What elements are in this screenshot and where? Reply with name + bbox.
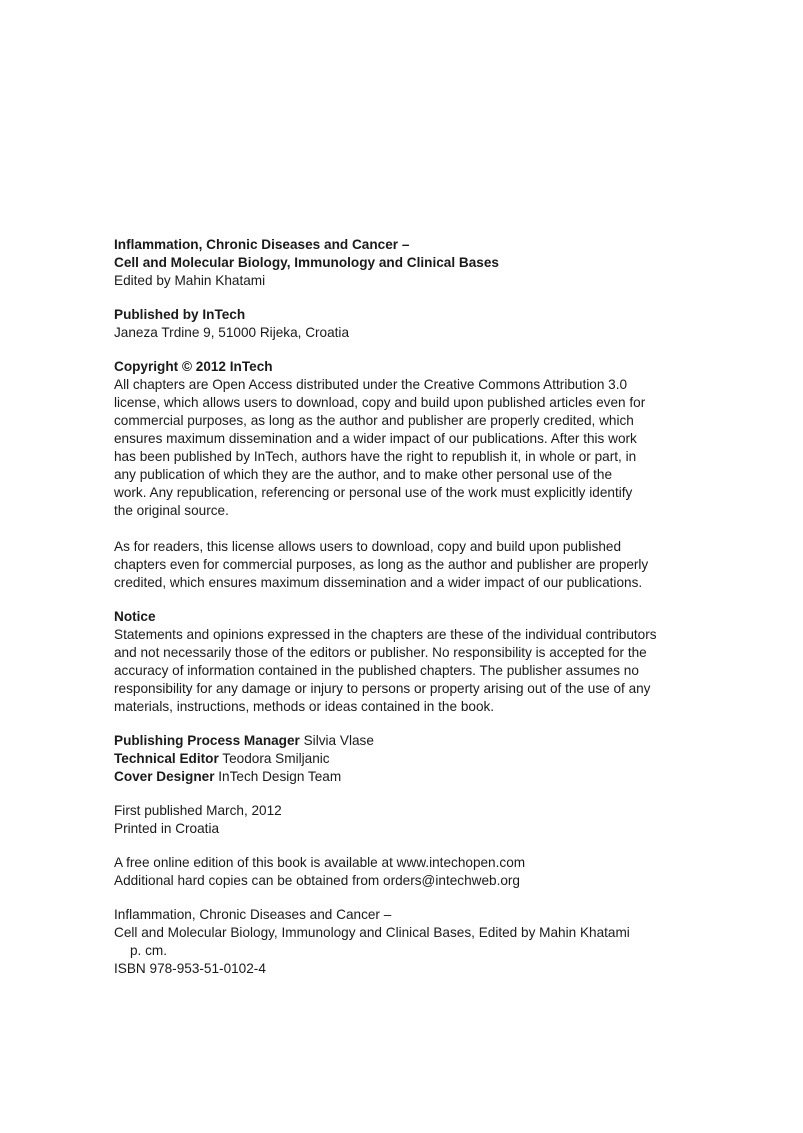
copyright-text-line: work. Any republication, referencing or personal use of the work must explicitly identify xyxy=(114,485,633,500)
credit-cover-label: Cover Designer xyxy=(114,769,215,784)
book-title-line-2: Cell and Molecular Biology, Immunology and Clinical Bases xyxy=(114,255,499,270)
credit-tech-editor xyxy=(114,750,714,768)
copyright-heading: Copyright © 2012 InTech xyxy=(114,359,273,374)
credit-manager xyxy=(114,732,714,750)
copyright-page xyxy=(114,236,714,978)
copyright-text-line: commercial purposes, as long as the author and publisher are properly credited, which xyxy=(114,413,634,428)
credit-cover-name: InTech Design Team xyxy=(214,769,342,784)
credit-tech-name: Teodora Smiljanic xyxy=(218,751,330,766)
copyright-block xyxy=(114,358,714,520)
notice-text-line: and not necessarily those of the editors or publisher. No responsibility is accepted for the xyxy=(114,645,647,660)
credit-manager-label: Publishing Process Manager xyxy=(114,733,300,748)
publisher-address: Janeza Trdine 9, 51000 Rijeka, Croatia xyxy=(114,325,350,340)
readers-text-line: credited, which ensures maximum dissemination and a wider impact of our publications. xyxy=(114,575,643,590)
cataloging-block xyxy=(114,906,714,978)
readers-license-block xyxy=(114,538,714,592)
copyright-text-line: ensures maximum dissemination and a wider impact of our publications. After this work xyxy=(114,431,637,446)
isbn: ISBN 978-953-51-0102-4 xyxy=(114,961,266,976)
notice-text-line: responsibility for any damage or injury to persons or property arising out of the use of any xyxy=(114,681,651,696)
credit-cover-designer xyxy=(114,768,714,786)
book-title-line-1: Inflammation, Chronic Diseases and Cancer – xyxy=(114,237,410,252)
cataloging-line-2: Cell and Molecular Biology, Immunology and Clinical Bases, Edited by Mahin Khatami xyxy=(114,925,630,940)
copyright-text-line: license, which allows users to download, copy and build upon published articles even for xyxy=(114,395,646,410)
publisher-heading: Published by InTech xyxy=(114,307,246,322)
publication-block xyxy=(114,802,714,838)
title-block xyxy=(114,236,714,290)
cataloging-line-3: p. cm. xyxy=(130,943,168,958)
printed-in: Printed in Croatia xyxy=(114,821,220,836)
credit-manager-name: Silvia Vlase xyxy=(299,733,374,748)
notice-text-line: Statements and opinions expressed in the chapters are these of the individual contributors xyxy=(114,627,657,642)
availability-block xyxy=(114,854,714,890)
first-published: First published March, 2012 xyxy=(114,803,282,818)
copyright-text-line: any publication of which they are the author, and to make other personal use of the xyxy=(114,467,613,482)
credit-tech-label: Technical Editor xyxy=(114,751,219,766)
online-edition: A free online edition of this book is available at www.intechopen.com xyxy=(114,855,526,870)
notice-block xyxy=(114,608,714,716)
credits-block xyxy=(114,732,714,786)
readers-text-line: As for readers, this license allows users to download, copy and build upon published xyxy=(114,539,622,554)
copyright-text-line: the original source. xyxy=(114,503,229,518)
notice-heading: Notice xyxy=(114,609,156,624)
notice-text-line: accuracy of information contained in the published chapters. The publisher assumes no xyxy=(114,663,639,678)
editor-line: Edited by Mahin Khatami xyxy=(114,273,266,288)
copyright-text-line: All chapters are Open Access distributed under the Creative Commons Attribution 3.0 xyxy=(114,377,628,392)
readers-text-line: chapters even for commercial purposes, as long as the author and publisher are properly xyxy=(114,557,649,572)
cataloging-line-1: Inflammation, Chronic Diseases and Cancer – xyxy=(114,907,392,922)
notice-text-line: materials, instructions, methods or ideas contained in the book. xyxy=(114,699,495,714)
copyright-text-line: has been published by InTech, authors have the right to republish it, in whole or part, in xyxy=(114,449,637,464)
hard-copies: Additional hard copies can be obtained from orders@intechweb.org xyxy=(114,873,520,888)
publisher-block xyxy=(114,306,714,342)
